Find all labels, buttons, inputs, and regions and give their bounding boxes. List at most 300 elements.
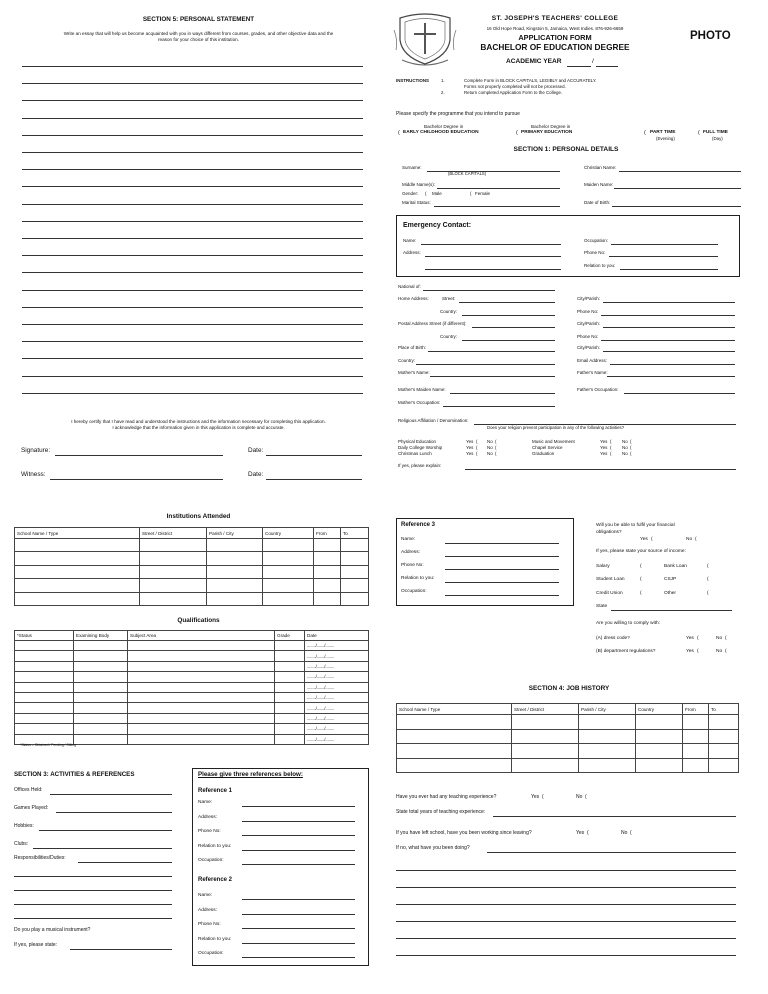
table-cell[interactable] bbox=[683, 729, 709, 744]
mother-occupation-line[interactable] bbox=[443, 406, 555, 407]
pt-paren[interactable]: ( bbox=[644, 130, 646, 136]
table-cell[interactable] bbox=[128, 651, 275, 661]
left-school-no[interactable]: No bbox=[621, 830, 628, 836]
table-cell[interactable] bbox=[15, 641, 74, 651]
comply-dress-yes-paren[interactable]: ( bbox=[697, 636, 699, 641]
table-cell[interactable] bbox=[15, 703, 74, 713]
doing-line[interactable] bbox=[487, 852, 736, 853]
comply-dress-no-paren[interactable]: ( bbox=[725, 636, 727, 641]
activity-yes[interactable]: Yes bbox=[600, 439, 608, 444]
father-occupation-label: Father's Occupation: bbox=[577, 387, 619, 392]
table-cell[interactable] bbox=[74, 724, 128, 734]
activity-yes[interactable]: Yes bbox=[600, 445, 608, 450]
table-cell[interactable] bbox=[397, 729, 512, 744]
qualifications-table[interactable] bbox=[14, 630, 369, 745]
activity-no[interactable]: No bbox=[487, 439, 493, 444]
table-cell[interactable]: ......../......./........ bbox=[305, 672, 369, 682]
college-crest-icon bbox=[392, 10, 458, 68]
essay-line[interactable] bbox=[22, 358, 363, 359]
job-history-row[interactable] bbox=[397, 729, 739, 744]
reference-address-line[interactable] bbox=[242, 821, 355, 822]
table-cell[interactable]: ......../......./........ bbox=[305, 692, 369, 702]
table-cell[interactable] bbox=[314, 565, 341, 578]
reference-name-line[interactable] bbox=[445, 543, 559, 544]
doing-line[interactable] bbox=[396, 938, 736, 939]
income-other-paren[interactable]: ( bbox=[707, 591, 709, 596]
table-cell[interactable] bbox=[275, 713, 305, 723]
table-cell[interactable] bbox=[15, 579, 140, 592]
table-cell[interactable]: ......../......./........ bbox=[305, 651, 369, 661]
reference-phone-line[interactable] bbox=[242, 928, 355, 929]
table-cell[interactable] bbox=[579, 744, 636, 759]
ec-degree-top: Bachelor Degree in bbox=[424, 124, 464, 129]
essay-line[interactable] bbox=[22, 221, 363, 222]
table-cell[interactable] bbox=[128, 692, 275, 702]
activity-yes[interactable]: Yes bbox=[466, 445, 474, 450]
ft-paren[interactable]: ( bbox=[698, 130, 700, 136]
left-school-yes[interactable]: Yes bbox=[576, 830, 585, 836]
activity-no-paren[interactable]: ( bbox=[630, 445, 632, 450]
table-cell[interactable] bbox=[140, 552, 207, 565]
table-cell[interactable] bbox=[512, 715, 579, 730]
table-cell[interactable] bbox=[15, 552, 140, 565]
income-bank-paren[interactable]: ( bbox=[707, 564, 709, 569]
postal-city-line[interactable] bbox=[603, 327, 735, 328]
table-cell[interactable] bbox=[275, 703, 305, 713]
emergency-address-line-2[interactable] bbox=[425, 269, 561, 270]
explain-label: If yes, please explain: bbox=[398, 463, 442, 468]
table-cell[interactable] bbox=[341, 539, 369, 552]
responsibilities-line-5[interactable] bbox=[14, 918, 172, 919]
activity-yes-paren[interactable]: ( bbox=[610, 451, 612, 456]
table-cell[interactable] bbox=[207, 565, 263, 578]
table-cell[interactable] bbox=[397, 744, 512, 759]
ec-paren[interactable]: ( bbox=[398, 130, 400, 136]
pob-city-line[interactable] bbox=[603, 351, 735, 352]
middle-name-line[interactable] bbox=[437, 188, 560, 189]
reference-address-line[interactable] bbox=[445, 556, 559, 557]
essay-line[interactable] bbox=[22, 100, 363, 101]
table-cell[interactable] bbox=[128, 734, 275, 744]
pe-degree-top: Bachelor Degree in bbox=[531, 124, 571, 129]
emergency-relation-line[interactable] bbox=[620, 269, 718, 270]
qualification-row[interactable] bbox=[15, 724, 369, 734]
table-cell[interactable] bbox=[15, 565, 140, 578]
surname-line[interactable] bbox=[427, 171, 560, 172]
table-cell[interactable] bbox=[636, 715, 683, 730]
job-history-row[interactable] bbox=[397, 715, 739, 730]
activity-yes[interactable]: Yes bbox=[600, 451, 608, 456]
essay-line[interactable] bbox=[22, 186, 363, 187]
signature-date-label: Date: bbox=[248, 447, 264, 454]
instruction-2: Return completed Application Form to the College. bbox=[464, 90, 563, 95]
activity-no-paren[interactable]: ( bbox=[630, 451, 632, 456]
religion-label: Religious Affiliation / Denomination: bbox=[398, 418, 469, 423]
essay-line[interactable] bbox=[22, 272, 363, 273]
witness-line[interactable] bbox=[50, 479, 223, 480]
table-cell[interactable]: ......../......./........ bbox=[305, 724, 369, 734]
activity-yes-paren[interactable]: ( bbox=[610, 445, 612, 450]
table-cell[interactable] bbox=[74, 672, 128, 682]
explain-line[interactable] bbox=[465, 469, 736, 470]
table-cell[interactable] bbox=[512, 758, 579, 773]
table-cell[interactable] bbox=[314, 539, 341, 552]
reference-address-line[interactable] bbox=[242, 914, 355, 915]
essay-line[interactable] bbox=[22, 83, 363, 84]
income-state-label: State bbox=[596, 604, 608, 609]
activity-yes-paren[interactable]: ( bbox=[610, 439, 612, 444]
institutions-table[interactable] bbox=[14, 527, 369, 606]
responsibilities-line-4[interactable] bbox=[14, 904, 172, 905]
essay-line[interactable] bbox=[22, 135, 363, 136]
mother-maiden-line[interactable] bbox=[450, 393, 555, 394]
maiden-name-line[interactable] bbox=[614, 188, 741, 189]
essay-line[interactable] bbox=[22, 307, 363, 308]
job-history-row[interactable] bbox=[397, 744, 739, 759]
table-cell[interactable]: ......../......./........ bbox=[305, 661, 369, 671]
table-cell[interactable] bbox=[683, 715, 709, 730]
essay-line[interactable] bbox=[22, 152, 363, 153]
pob-line[interactable] bbox=[428, 351, 555, 352]
table-cell[interactable] bbox=[128, 724, 275, 734]
essay-line[interactable] bbox=[22, 204, 363, 205]
table-cell[interactable] bbox=[579, 758, 636, 773]
comply-dress-yes[interactable]: Yes bbox=[686, 636, 694, 641]
table-cell[interactable] bbox=[15, 539, 140, 552]
activity-yes-paren[interactable]: ( bbox=[476, 445, 478, 450]
essay-line[interactable] bbox=[22, 66, 363, 67]
responsibilities-line[interactable] bbox=[78, 862, 172, 863]
comply-dress-no[interactable]: No bbox=[716, 636, 723, 641]
responsibilities-line-2[interactable] bbox=[14, 876, 172, 877]
certify-text-2: I acknowledge that the information given in this application is complete and accurate. bbox=[112, 425, 285, 430]
christian-name-line[interactable] bbox=[619, 171, 741, 172]
female-option: Female bbox=[475, 191, 491, 196]
teaching-no[interactable]: No bbox=[576, 794, 583, 800]
activity-no-paren[interactable]: ( bbox=[630, 439, 632, 444]
table-cell[interactable] bbox=[341, 565, 369, 578]
national-line[interactable] bbox=[423, 290, 555, 291]
qualification-row[interactable] bbox=[15, 641, 369, 651]
signature-line[interactable] bbox=[55, 455, 223, 456]
income-state-line[interactable] bbox=[611, 610, 732, 611]
comply-dept-yes[interactable]: Yes bbox=[686, 649, 694, 654]
table-cell[interactable] bbox=[15, 592, 140, 605]
table-cell[interactable] bbox=[128, 672, 275, 682]
job-history-table[interactable] bbox=[396, 703, 739, 773]
table-cell[interactable] bbox=[128, 713, 275, 723]
table-cell[interactable] bbox=[709, 744, 739, 759]
table-cell[interactable] bbox=[314, 592, 341, 605]
essay-line[interactable] bbox=[22, 255, 363, 256]
finance-no[interactable]: No bbox=[686, 537, 693, 542]
instruction-1: Complete Form in BLOCK CAPITALS, LEGIBLY and ACCURATELY. bbox=[464, 78, 597, 83]
reference-phone-line[interactable] bbox=[242, 835, 355, 836]
table-cell[interactable] bbox=[74, 713, 128, 723]
comply-dept-yes-paren[interactable]: ( bbox=[697, 649, 699, 654]
table-cell[interactable] bbox=[263, 592, 314, 605]
essay-line[interactable] bbox=[22, 118, 363, 119]
table-cell[interactable] bbox=[140, 579, 207, 592]
table-cell[interactable] bbox=[15, 651, 74, 661]
reference-phone-line[interactable] bbox=[445, 569, 559, 570]
teaching-yes[interactable]: Yes bbox=[531, 794, 540, 800]
activity-no[interactable]: No bbox=[487, 445, 493, 450]
table-cell[interactable] bbox=[636, 744, 683, 759]
table-cell[interactable] bbox=[128, 703, 275, 713]
doing-line[interactable] bbox=[396, 955, 736, 956]
table-cell[interactable] bbox=[128, 661, 275, 671]
pob-label: Place of Birth: bbox=[398, 345, 427, 350]
email-line[interactable] bbox=[610, 364, 735, 365]
emergency-occupation-line[interactable] bbox=[611, 244, 718, 245]
qualification-row[interactable] bbox=[15, 651, 369, 661]
activity-no[interactable]: No bbox=[622, 445, 628, 450]
qualification-row[interactable] bbox=[15, 713, 369, 723]
hobbies-line[interactable] bbox=[39, 830, 172, 831]
finance-no-paren[interactable]: ( bbox=[695, 537, 697, 542]
table-cell[interactable] bbox=[207, 552, 263, 565]
table-cell[interactable] bbox=[636, 729, 683, 744]
table-cell[interactable]: ......../......./........ bbox=[305, 641, 369, 651]
income-student-paren[interactable]: ( bbox=[640, 577, 642, 582]
essay-line[interactable] bbox=[22, 324, 363, 325]
table-cell[interactable] bbox=[683, 744, 709, 759]
institutions-col-school: School Name / Type bbox=[15, 528, 140, 539]
table-cell[interactable] bbox=[341, 552, 369, 565]
table-cell[interactable] bbox=[15, 661, 74, 671]
institution-row[interactable] bbox=[15, 552, 369, 565]
income-source-prompt: If yes, please state your source of income: bbox=[596, 549, 686, 554]
table-cell[interactable] bbox=[15, 692, 74, 702]
table-cell[interactable] bbox=[275, 682, 305, 692]
home-street-line[interactable] bbox=[459, 302, 555, 303]
reference-occupation-line[interactable] bbox=[445, 595, 559, 596]
table-cell[interactable] bbox=[275, 641, 305, 651]
income-csjp-paren[interactable]: ( bbox=[707, 577, 709, 582]
table-cell[interactable] bbox=[74, 641, 128, 651]
dob-line[interactable] bbox=[612, 206, 741, 207]
table-cell[interactable] bbox=[263, 539, 314, 552]
institutions-col-to: To bbox=[341, 528, 369, 539]
table-cell[interactable] bbox=[275, 661, 305, 671]
table-cell[interactable]: ......../......./........ bbox=[305, 682, 369, 692]
instruction-number-1: 1. bbox=[441, 78, 445, 83]
left-school-no-paren[interactable]: ( bbox=[630, 830, 632, 836]
table-cell[interactable] bbox=[709, 758, 739, 773]
reference-name-line[interactable] bbox=[242, 806, 355, 807]
qualifications-note: *Status – Obtained / Pending / Sitting bbox=[20, 743, 76, 747]
table-cell[interactable] bbox=[341, 579, 369, 592]
reference-relation-line[interactable] bbox=[242, 850, 355, 851]
country-line[interactable] bbox=[416, 364, 555, 365]
qualification-row[interactable] bbox=[15, 661, 369, 671]
home-country-line[interactable] bbox=[462, 315, 555, 316]
activity-no-paren[interactable]: ( bbox=[495, 451, 497, 456]
table-cell[interactable] bbox=[275, 692, 305, 702]
table-cell[interactable] bbox=[128, 682, 275, 692]
income-salary-paren[interactable]: ( bbox=[640, 564, 642, 569]
table-cell[interactable] bbox=[15, 724, 74, 734]
table-cell[interactable] bbox=[140, 592, 207, 605]
reference-name-line[interactable] bbox=[242, 899, 355, 900]
table-cell[interactable] bbox=[579, 729, 636, 744]
essay-line[interactable] bbox=[22, 169, 363, 170]
table-cell[interactable] bbox=[74, 651, 128, 661]
father-name-line[interactable] bbox=[607, 376, 735, 377]
table-cell[interactable] bbox=[512, 729, 579, 744]
table-cell[interactable] bbox=[275, 651, 305, 661]
table-cell[interactable] bbox=[709, 715, 739, 730]
table-cell[interactable] bbox=[579, 715, 636, 730]
comply-dept-no[interactable]: No bbox=[716, 649, 723, 654]
activity-no[interactable]: No bbox=[487, 451, 493, 456]
table-cell[interactable] bbox=[397, 758, 512, 773]
table-cell[interactable] bbox=[636, 758, 683, 773]
signature-date-line[interactable] bbox=[266, 455, 362, 456]
table-cell[interactable] bbox=[15, 682, 74, 692]
institution-row[interactable] bbox=[15, 579, 369, 592]
table-cell[interactable] bbox=[709, 729, 739, 744]
academic-year-end-line[interactable] bbox=[596, 66, 618, 67]
essay-line[interactable] bbox=[22, 341, 363, 342]
table-cell[interactable] bbox=[74, 734, 128, 744]
female-paren[interactable]: ( bbox=[470, 191, 472, 196]
institution-row[interactable] bbox=[15, 592, 369, 605]
table-cell[interactable] bbox=[128, 641, 275, 651]
doing-line[interactable] bbox=[396, 887, 736, 888]
finance-yes-paren[interactable]: ( bbox=[651, 537, 653, 542]
comply-dept-no-paren[interactable]: ( bbox=[725, 649, 727, 654]
table-cell[interactable] bbox=[74, 661, 128, 671]
teaching-no-paren[interactable]: ( bbox=[585, 794, 587, 800]
offices-line[interactable] bbox=[50, 794, 172, 795]
left-school-yes-paren[interactable]: ( bbox=[587, 830, 589, 836]
emergency-phone-line[interactable] bbox=[609, 256, 718, 257]
full-time-option: FULL TIME bbox=[703, 130, 728, 135]
table-cell[interactable] bbox=[512, 744, 579, 759]
degree-title: BACHELOR OF EDUCATION DEGREE bbox=[480, 42, 630, 52]
teaching-years-line[interactable] bbox=[493, 816, 736, 817]
pe-paren[interactable]: ( bbox=[516, 130, 518, 136]
reference-occupation-line[interactable] bbox=[242, 957, 355, 958]
table-cell[interactable] bbox=[15, 713, 74, 723]
activity-no-paren[interactable]: ( bbox=[495, 439, 497, 444]
qualifications-col-subject: Subject Area bbox=[128, 631, 275, 641]
table-cell[interactable]: ......../......./........ bbox=[305, 713, 369, 723]
activity-no[interactable]: No bbox=[622, 451, 628, 456]
essay-line[interactable] bbox=[22, 376, 363, 377]
table-cell[interactable] bbox=[263, 552, 314, 565]
witness-date-line[interactable] bbox=[266, 479, 362, 480]
emergency-name-line[interactable] bbox=[421, 244, 561, 245]
father-occupation-line[interactable] bbox=[624, 393, 735, 394]
academic-year-start-line[interactable] bbox=[567, 66, 591, 67]
doing-line[interactable] bbox=[396, 921, 736, 922]
table-cell[interactable] bbox=[314, 552, 341, 565]
male-paren[interactable]: ( bbox=[425, 191, 427, 196]
reference-relation-line[interactable] bbox=[242, 943, 355, 944]
activity-yes-paren[interactable]: ( bbox=[476, 451, 478, 456]
table-cell[interactable] bbox=[314, 579, 341, 592]
table-cell[interactable]: ......../......./........ bbox=[305, 703, 369, 713]
doing-line[interactable] bbox=[396, 904, 736, 905]
teaching-yes-paren[interactable]: ( bbox=[542, 794, 544, 800]
institution-row[interactable] bbox=[15, 539, 369, 552]
responsibilities-line-3[interactable] bbox=[14, 890, 172, 891]
section5-title: SECTION 5: PERSONAL STATEMENT bbox=[142, 16, 255, 23]
home-phone-line[interactable] bbox=[601, 315, 735, 316]
activity-no-paren[interactable]: ( bbox=[495, 445, 497, 450]
table-cell[interactable] bbox=[683, 758, 709, 773]
table-cell[interactable] bbox=[15, 672, 74, 682]
full-time-sub: (Day) bbox=[712, 136, 723, 141]
table-cell[interactable] bbox=[275, 672, 305, 682]
mother-name-line[interactable] bbox=[430, 376, 555, 377]
table-cell[interactable]: ......../......./........ bbox=[305, 734, 369, 744]
job-history-row[interactable] bbox=[397, 758, 739, 773]
activity-yes-paren[interactable]: ( bbox=[476, 439, 478, 444]
qualification-row[interactable] bbox=[15, 703, 369, 713]
table-cell[interactable] bbox=[275, 724, 305, 734]
table-cell[interactable] bbox=[341, 592, 369, 605]
hobbies-label: Hobbies: bbox=[14, 823, 34, 829]
income-credit-paren[interactable]: ( bbox=[640, 591, 642, 596]
activity-yes[interactable]: Yes bbox=[466, 451, 474, 456]
pe-option: PRIMARY EDUCATION bbox=[521, 130, 573, 135]
responsibilities-label: Responsibilities/Duties: bbox=[14, 855, 66, 861]
essay-line[interactable] bbox=[22, 393, 363, 394]
table-cell[interactable] bbox=[140, 539, 207, 552]
essay-line[interactable] bbox=[22, 238, 363, 239]
doing-line[interactable] bbox=[396, 870, 736, 871]
emergency-address-line[interactable] bbox=[425, 256, 561, 257]
activity-no[interactable]: No bbox=[622, 439, 628, 444]
marital-line[interactable] bbox=[434, 206, 560, 207]
table-cell[interactable] bbox=[397, 715, 512, 730]
table-cell[interactable] bbox=[207, 539, 263, 552]
table-cell[interactable] bbox=[275, 734, 305, 744]
table-cell[interactable] bbox=[74, 682, 128, 692]
job-col-country: Country bbox=[636, 704, 683, 715]
table-cell[interactable] bbox=[140, 565, 207, 578]
music-state-line[interactable] bbox=[70, 949, 172, 950]
postal-line[interactable] bbox=[472, 327, 555, 328]
home-city-line[interactable] bbox=[603, 302, 735, 303]
qualification-row[interactable] bbox=[15, 682, 369, 692]
table-cell[interactable] bbox=[263, 565, 314, 578]
table-cell[interactable] bbox=[74, 692, 128, 702]
games-line[interactable] bbox=[56, 812, 172, 813]
qualification-row[interactable] bbox=[15, 672, 369, 682]
reference1-title: Reference 1 bbox=[198, 788, 233, 794]
reference-relation-line[interactable] bbox=[445, 582, 559, 583]
finance-yes[interactable]: Yes bbox=[640, 537, 648, 542]
table-cell[interactable] bbox=[263, 579, 314, 592]
institution-row[interactable] bbox=[15, 565, 369, 578]
activity-yes[interactable]: Yes bbox=[466, 439, 474, 444]
programme-prompt: Please specify the programme that you intend to pursue bbox=[396, 111, 520, 117]
essay-line[interactable] bbox=[22, 290, 363, 291]
postal-country-line[interactable] bbox=[462, 340, 555, 341]
table-cell[interactable] bbox=[74, 703, 128, 713]
table-cell[interactable] bbox=[207, 592, 263, 605]
clubs-line[interactable] bbox=[33, 848, 172, 849]
reference-occupation-line[interactable] bbox=[242, 864, 355, 865]
qualification-row[interactable] bbox=[15, 692, 369, 702]
table-cell[interactable] bbox=[207, 579, 263, 592]
postal-phone-line[interactable] bbox=[601, 340, 735, 341]
